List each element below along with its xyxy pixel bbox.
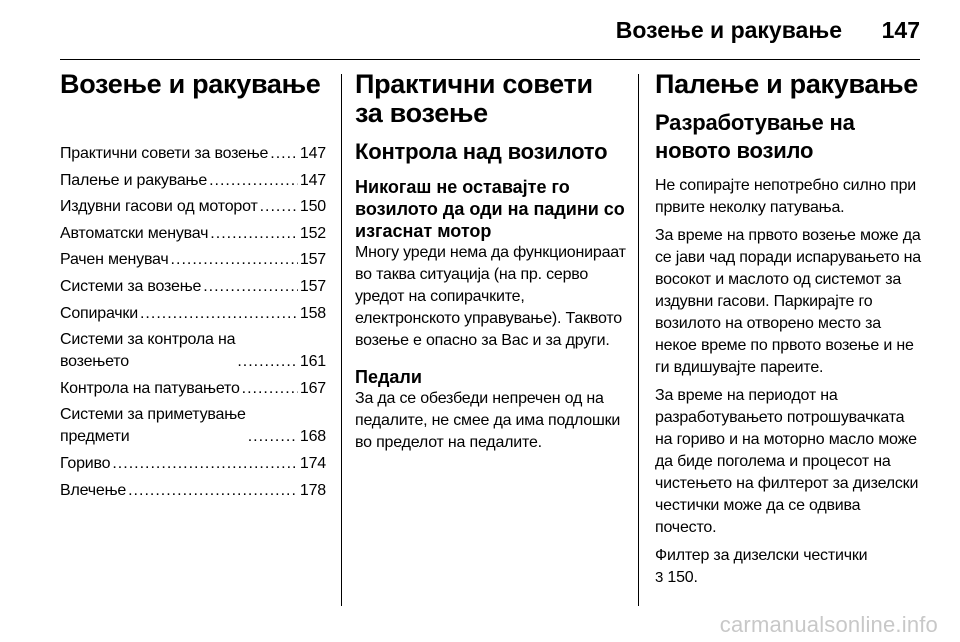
toc-dot-leader [203, 276, 298, 298]
toc-dot-leader [112, 453, 298, 475]
column-contents [60, 70, 326, 506]
toc-item-page: 150 [299, 198, 326, 216]
running-in-para-3: За време на периодот на разработувањето потрошувачката на гориво и на моторно масло може да биде поголема и процесот на чистењето на филтерот за дизелски честички може да се одвива почесто. [655, 387, 919, 536]
toc-item-page: 147 [299, 171, 326, 189]
toc-dot-leader [242, 378, 298, 400]
toc-item[interactable] [60, 249, 326, 271]
toc-dot-leader [237, 351, 298, 373]
toc-item-page: 158 [299, 304, 326, 322]
running-in-para-2: За време на првото возење може да се јави чад поради испарувањето на восокот и маслото од системот за издувни гасови. Паркирајте го возилото на отворено место за некое време по првото возење и не ги вдишувајте пареите. [655, 227, 922, 376]
toc-item[interactable] [60, 453, 326, 475]
toc-item-page: 157 [299, 251, 326, 269]
warning-text: Многу уреди нема да функционираат во таква ситуација (на пр. серво уредот на сопирачките, електронското управување). Таквото возење е опасно за Вас и за други. [355, 244, 626, 349]
running-in-para-1: Не сопирајте непотребно силно при првите неколку патувања. [655, 177, 917, 216]
toc-item[interactable] [60, 329, 326, 373]
toc-item-label: Системи за приметување предмети [60, 406, 246, 446]
toc-item-label: Издувни гасови од моторот [60, 198, 258, 216]
toc-item[interactable] [60, 276, 326, 298]
cross-reference-page[interactable]: 150. [667, 569, 698, 586]
toc-item-page: 168 [299, 428, 326, 446]
toc-item[interactable] [60, 143, 326, 165]
toc-dot-leader [209, 170, 298, 192]
toc-dot-leader [248, 426, 298, 448]
pedals-text: За да се обезбеди непречен од на педалите, не смее да има подлошки во пределот на педалите. [355, 390, 621, 451]
column-divider-2 [638, 74, 639, 606]
column-driving-tips [355, 70, 627, 454]
toc-item-page: 152 [299, 224, 326, 242]
toc-item[interactable] [60, 170, 326, 192]
cross-reference [655, 545, 923, 589]
toc-dot-leader [128, 480, 298, 502]
watermark: carmanualsonline.info [719, 612, 938, 637]
toc-item-label: Сопирачки [60, 304, 138, 322]
section-heading-starting: Палење и ракување [655, 69, 919, 99]
toc-item-label: Системи за контрола на возењето [60, 331, 236, 371]
section-heading-driving-tips: Практични совети за возење [355, 69, 593, 128]
toc-dot-leader [210, 223, 298, 245]
subsection-heading-running-in: Разработување на новото возило [655, 110, 855, 163]
toc-item-label: Палење и ракување [60, 171, 208, 189]
toc-item-page: 178 [299, 481, 326, 499]
toc-item[interactable] [60, 378, 326, 400]
column-divider-1 [341, 74, 342, 606]
header-rule [60, 59, 920, 60]
toc-item[interactable] [60, 303, 326, 325]
toc-item-label: Практични совети за возење [60, 145, 269, 162]
subsection-heading-vehicle-control: Контрола над возилото [355, 139, 608, 164]
toc-item[interactable] [60, 196, 326, 218]
page-reference-icon: 3 [655, 569, 664, 586]
toc-item-page: 174 [299, 454, 326, 472]
toc-item-label: Автоматски менувач [60, 224, 209, 242]
toc-item-page: 157 [299, 277, 326, 295]
toc-item-label: Гориво [60, 454, 111, 472]
toc-item[interactable] [60, 480, 326, 502]
toc-item-page: 161 [299, 353, 326, 371]
page-header [0, 0, 960, 60]
chapter-heading: Возење и ракување [60, 69, 321, 99]
toc-item-label: Системи за возење [60, 277, 202, 295]
toc-item-label: Контрола на патувањето [60, 379, 240, 397]
warning-title: Никогаш не оставајте го возилото да оди на падини со изгаснат мотор [355, 177, 625, 241]
toc-dot-leader [140, 303, 298, 325]
toc-item[interactable] [60, 404, 326, 448]
toc-dot-leader [270, 143, 298, 165]
table-of-contents [60, 143, 326, 502]
toc-dot-leader [171, 249, 298, 271]
header-title: Возење и ракување [615, 17, 842, 43]
toc-item-page: 147 [299, 145, 326, 162]
pedals-title: Педали [355, 367, 422, 387]
toc-item[interactable] [60, 223, 326, 245]
toc-dot-leader [260, 196, 298, 218]
toc-item-page: 167 [299, 379, 326, 397]
toc-item-label: Влечење [60, 481, 127, 499]
header-page-number: 147 [881, 17, 920, 43]
column-starting-operating [655, 70, 923, 589]
toc-item-label: Рачен менувач [60, 251, 169, 269]
cross-reference-text: Филтер за дизелски честички [655, 547, 868, 564]
